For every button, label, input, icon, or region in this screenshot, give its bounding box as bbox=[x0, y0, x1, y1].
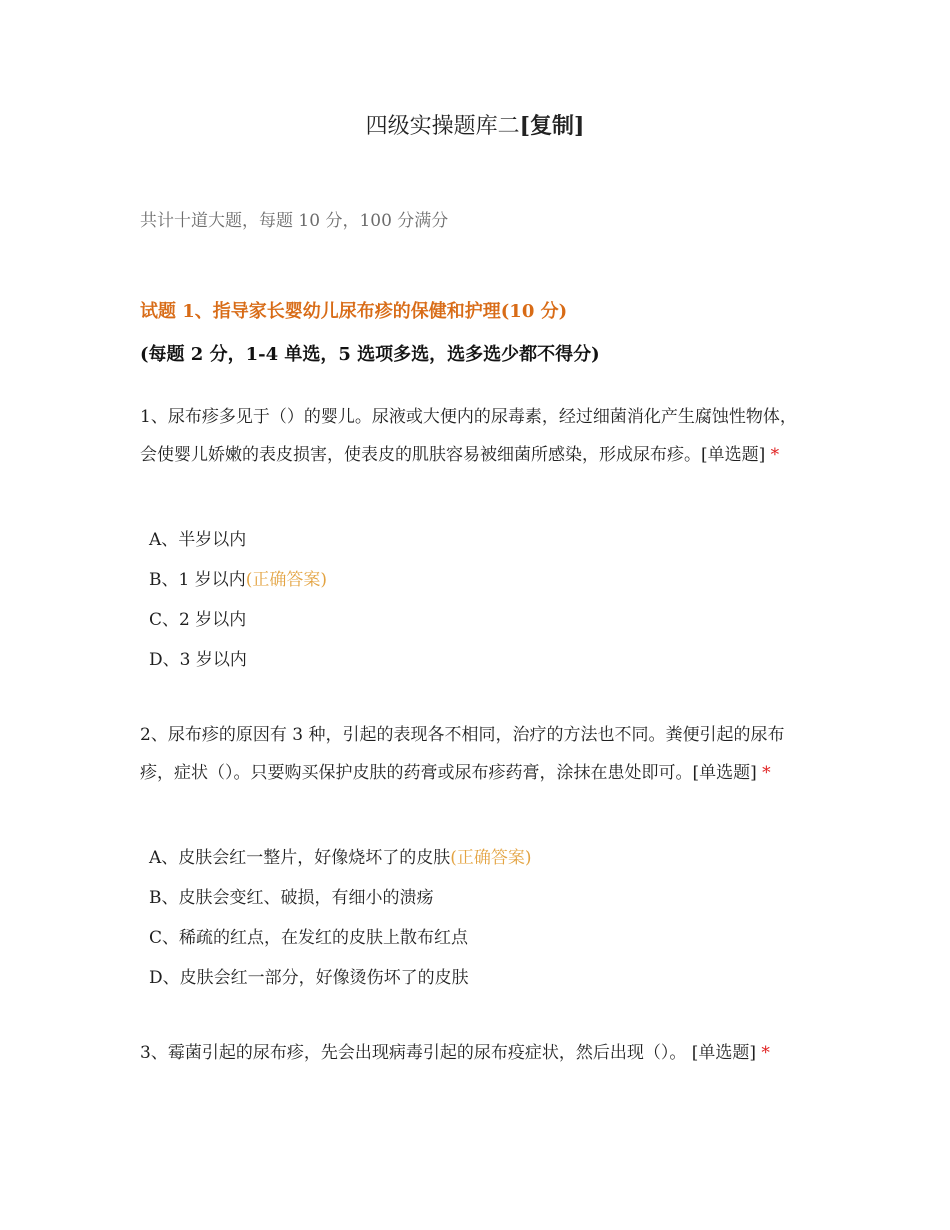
question-1-option-a[interactable] bbox=[149, 527, 246, 553]
question-2-body: 2、尿布疹的原因有 3 种，引起的表现各不相同，治疗的方法也不同。粪便引起的尿布疹，症状（）。只要购买保护皮肤的药膏或尿布疹药膏，涂抹在患处即可。[单选题] bbox=[140, 725, 785, 783]
question-2-option-c[interactable] bbox=[149, 925, 468, 951]
question-1-option-d[interactable] bbox=[149, 647, 247, 673]
option-label: B、1 岁以内 bbox=[149, 570, 246, 590]
required-mark: * bbox=[762, 763, 771, 783]
option-label: C、稀疏的红点，在发红的皮肤上散布红点 bbox=[149, 928, 469, 948]
option-label: A、皮肤会红一整片，好像烧坏了的皮肤 bbox=[149, 848, 451, 868]
question-2-option-d[interactable] bbox=[149, 965, 469, 991]
question-1-option-c[interactable] bbox=[149, 607, 246, 633]
option-label: B、皮肤会变红、破损，有细小的溃疡 bbox=[149, 888, 434, 908]
correct-answer-tag: (正确答案) bbox=[450, 848, 532, 868]
question-1-option-b[interactable] bbox=[149, 567, 327, 593]
option-label: C、2 岁以内 bbox=[149, 610, 247, 630]
survey-intro: 共计十道大题，每题 10 分，100 分满分 bbox=[140, 211, 449, 231]
question-2-text bbox=[140, 716, 805, 792]
page-title bbox=[0, 110, 950, 143]
question-2-option-a[interactable] bbox=[149, 845, 532, 871]
required-mark: * bbox=[761, 1043, 770, 1063]
option-label: D、3 岁以内 bbox=[149, 650, 247, 670]
title-main: 四级实操题库二 bbox=[365, 114, 520, 139]
option-label: A、半岁以内 bbox=[149, 530, 247, 550]
required-mark: * bbox=[770, 445, 780, 465]
question-1-body: 1、尿布疹多见于（）的婴儿。尿液或大便内的尿毒素，经过细菌消化产生腐蚀性物体，会使婴儿娇嫩的表皮损害，使表皮的肌肤容易被细菌所感染，形成尿布疹。[单选题] bbox=[140, 407, 797, 465]
question-3-body: 3、霉菌引起的尿布疹，先会出现病毒引起的尿布疫症状，然后出现（）。 [单选题] bbox=[140, 1043, 756, 1063]
section-title: 试题 1、指导家长婴幼儿尿布疹的保健和护理(10 分) bbox=[140, 301, 568, 322]
question-1-text bbox=[140, 398, 805, 474]
correct-answer-tag: (正确答案) bbox=[245, 570, 327, 590]
section-note: (每题 2 分，1-4 单选，5 选项多选，选多选少都不得分) bbox=[140, 344, 600, 365]
question-2-option-b[interactable] bbox=[149, 885, 434, 911]
copy-tag: [复制] bbox=[519, 113, 585, 139]
question-3-text bbox=[140, 1034, 805, 1072]
option-label: D、皮肤会红一部分，好像烫伤坏了的皮肤 bbox=[149, 968, 469, 988]
